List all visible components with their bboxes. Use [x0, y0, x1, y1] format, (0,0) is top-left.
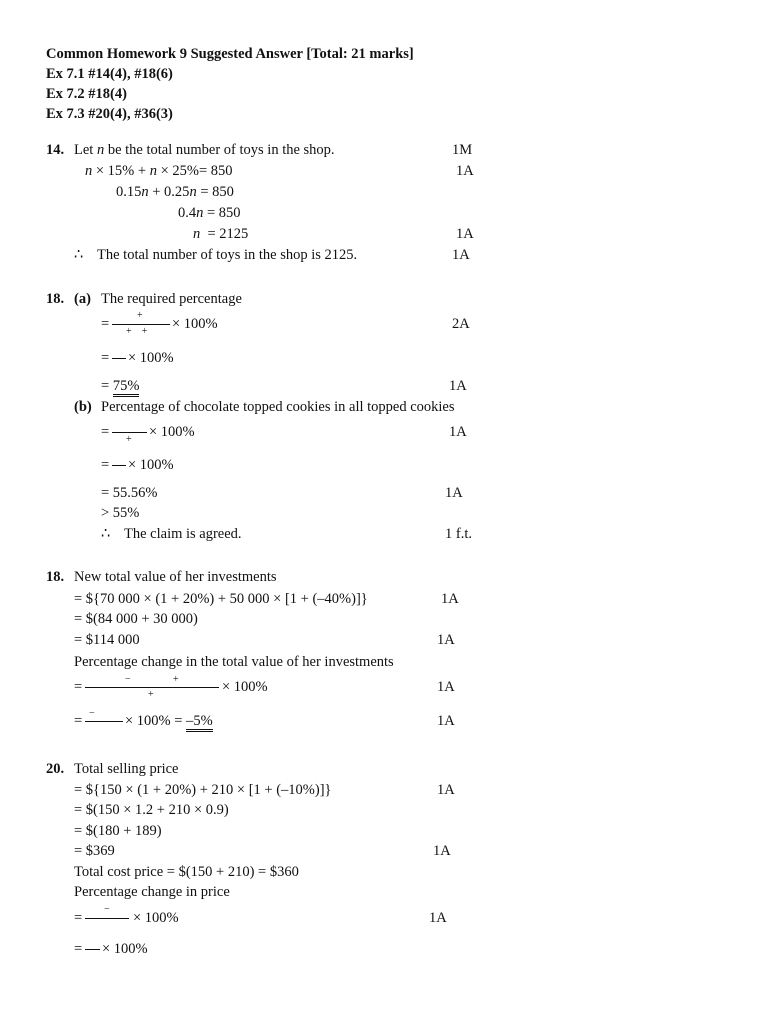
q18b-conclusion: The claim is agreed. — [124, 526, 242, 542]
q18-72-line-3: = $(84 000 + 30 000) — [74, 611, 198, 627]
mark-q18b-l6: 1 f.t. — [445, 526, 472, 542]
q14-l5-b: = 2125 — [200, 226, 249, 242]
times-100-percent: × 100% — [172, 316, 218, 332]
mark-q14-l6: 1A — [452, 247, 470, 263]
mark-q18a-l2: 2A — [452, 316, 470, 332]
q18a-answer-value: 75% — [113, 378, 140, 397]
q14-l3-d: n — [189, 184, 197, 200]
exercise-ref-2: Ex 7.2 #18(4) — [46, 86, 127, 102]
mark-q18a-l4: 1A — [449, 378, 467, 394]
times-100-percent: × 100% — [133, 910, 179, 926]
q14-line-1 — [74, 141, 335, 159]
question-number-18: 18. — [46, 291, 65, 307]
question-number-18-ex72: 18. — [46, 569, 65, 585]
q14-l2-c: n — [149, 163, 157, 179]
q20-line-1: Total selling price — [74, 761, 179, 777]
q14-l2-a: n — [85, 163, 93, 179]
mark-q18-72-l2: 1A — [441, 591, 459, 607]
q14-l1-post: be the total number of toys in the shop. — [104, 142, 335, 158]
times-100-percent: × 100% — [128, 457, 174, 473]
q14-l3-c: + 0.25 — [148, 184, 190, 200]
fraction-bar — [85, 687, 219, 688]
equals-sign: = — [74, 713, 83, 729]
fraction-bar — [112, 432, 147, 433]
question-number-20: 20. — [46, 761, 65, 777]
q14-l5-a: n — [193, 226, 201, 242]
q18-72-answer-value: –5% — [186, 713, 213, 732]
q14-l4-c: = 850 — [203, 205, 241, 221]
fraction-numerator: − — [104, 904, 110, 915]
mark-q18-72-l7: 1A — [437, 713, 455, 729]
q18-72-line-2: = ${70 000 × (1 + 20%) + 50 000 × [1 + (–40%)]} — [74, 591, 368, 607]
equals-sign: = — [74, 679, 83, 695]
mark-q20-l5: 1A — [433, 843, 451, 859]
page-title: Common Homework 9 Suggested Answer [Total: 21 marks] — [46, 46, 414, 62]
fraction-numerator: + — [137, 310, 143, 321]
q14-l3-a: 0.15 — [116, 184, 142, 200]
mark-q18-72-l4: 1A — [437, 632, 455, 648]
q20-line-5: = $369 — [74, 843, 115, 859]
q14-line-5 — [193, 225, 248, 243]
q14-l3-e: = 850 — [196, 184, 234, 200]
therefore-symbol: ∴ — [101, 526, 111, 542]
mark-q20-l8: 1A — [429, 910, 447, 926]
q14-l1-var: n — [96, 142, 105, 158]
q14-l4-b: n — [196, 205, 204, 221]
fraction-numerator: + — [173, 674, 179, 685]
q20-line-3: = $(150 × 1.2 + 210 × 0.9) — [74, 802, 229, 818]
mark-q14-l5: 1A — [456, 226, 474, 242]
q14-l4-a: 0.4 — [178, 205, 197, 221]
fraction-bar — [85, 721, 123, 722]
q14-conclusion: The total number of toys in the shop is 2125. — [97, 247, 358, 263]
fraction-denominator: + — [148, 689, 154, 700]
equals-sign: = — [74, 941, 83, 957]
q14-l2-d: × 25%= 850 — [156, 163, 233, 179]
q18-72-line-1: New total value of her investments — [74, 569, 277, 585]
fraction-denominator: + + — [126, 326, 148, 337]
equals-sign: = — [101, 350, 110, 366]
q14-line-2 — [85, 162, 233, 180]
part-a-label: (a) — [74, 291, 91, 307]
fraction-denominator: + — [126, 434, 132, 445]
q18-72-line-5: Percentage change in the total value of her investments — [74, 654, 394, 670]
mark-q14-l1: 1M — [452, 142, 473, 158]
q18b-answer: = 55.56% — [101, 485, 158, 501]
q20-line-4: = $(180 + 189) — [74, 823, 162, 839]
mark-q18b-l1: 1A — [449, 424, 467, 440]
part-b-label: (b) — [74, 399, 92, 415]
fraction-bar — [85, 949, 100, 950]
fraction-numerator: − — [125, 674, 131, 685]
q14-l1-pre: Let — [74, 142, 97, 158]
q20-line-6: Total cost price = $(150 + 210) = $360 — [74, 864, 299, 880]
fraction-bar — [112, 358, 126, 359]
fraction-numerator: − — [89, 708, 95, 719]
q18-72-l7-mid: × 100% = — [125, 713, 187, 729]
q18a-answer-eq: = — [101, 378, 113, 394]
q14-l3-b: n — [141, 184, 149, 200]
mark-q18b-l4: 1A — [445, 485, 463, 501]
mark-q14-l2: 1A — [456, 163, 474, 179]
question-number-14: 14. — [46, 142, 65, 158]
times-100-percent: × 100% — [222, 679, 268, 695]
q18-72-line-7 — [125, 712, 213, 730]
times-100-percent: × 100% — [149, 424, 195, 440]
equals-sign: = — [101, 316, 110, 332]
fraction-bar — [112, 465, 126, 466]
mark-q20-l2: 1A — [437, 782, 455, 798]
mark-q18-72-l6: 1A — [437, 679, 455, 695]
q18-72-line-4: = $114 000 — [74, 632, 140, 648]
equals-sign: = — [101, 457, 110, 473]
times-100-percent: × 100% — [128, 350, 174, 366]
equals-sign: = — [74, 910, 83, 926]
q18b-comparison: > 55% — [101, 505, 140, 521]
q14-l2-b: × 15% + — [92, 163, 150, 179]
equals-sign: = — [101, 424, 110, 440]
q18b-line-1: Percentage of chocolate topped cookies in all topped cookies — [101, 399, 455, 415]
q20-line-2: = ${150 × (1 + 20%) + 210 × [1 + (–10%)]} — [74, 782, 332, 798]
q14-line-4 — [178, 204, 241, 222]
q14-line-3 — [116, 183, 234, 201]
exercise-ref-3: Ex 7.3 #20(4), #36(3) — [46, 106, 173, 122]
q18a-line-1: The required percentage — [101, 291, 242, 307]
q18a-answer — [101, 377, 139, 395]
exercise-ref-1: Ex 7.1 #14(4), #18(6) — [46, 66, 173, 82]
times-100-percent: × 100% — [102, 941, 148, 957]
fraction-bar — [85, 918, 129, 919]
therefore-symbol: ∴ — [74, 247, 84, 263]
fraction-bar — [112, 324, 170, 325]
q20-line-7: Percentage change in price — [74, 884, 230, 900]
